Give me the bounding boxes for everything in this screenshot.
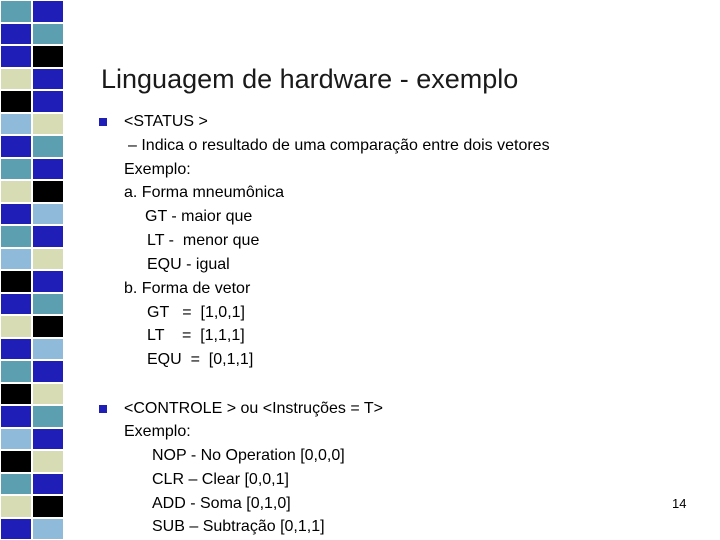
page-number: 14 [672, 496, 687, 511]
stripe-block [0, 473, 32, 496]
stripe-block [0, 338, 32, 361]
status-line: – Indica o resultado de uma comparação entre dois vetores [128, 137, 550, 154]
stripe-block [32, 68, 64, 91]
section-heading-controle: <CONTROLE > ou <Instruções = T> [124, 400, 383, 417]
stripe-block [0, 113, 32, 136]
controle-line: CLR – Clear [0,0,1] [152, 471, 289, 488]
stripe-block [0, 360, 32, 383]
stripe-block [32, 383, 64, 406]
status-line: GT = [1,0,1] [147, 304, 245, 321]
controle-line: ADD - Soma [0,1,0] [152, 495, 291, 512]
stripe-block [0, 45, 32, 68]
controle-line: SUB – Subtração [0,1,1] [152, 518, 325, 535]
stripe-block [32, 428, 64, 451]
stripe-block [32, 360, 64, 383]
status-line: LT - menor que [147, 232, 260, 249]
decorative-stripe [0, 0, 64, 540]
status-line: b. Forma de vetor [124, 280, 251, 297]
stripe-block [32, 270, 64, 293]
stripe-block [32, 158, 64, 181]
stripe-block [0, 0, 32, 23]
stripe-block [0, 428, 32, 451]
stripe-block [0, 405, 32, 428]
stripe-block [32, 23, 64, 46]
stripe-block [32, 405, 64, 428]
stripe-block [0, 158, 32, 181]
stripe-block [0, 225, 32, 248]
stripe-block [32, 180, 64, 203]
stripe-block [0, 23, 32, 46]
status-line: GT - maior que [145, 208, 253, 225]
stripe-block [32, 135, 64, 158]
controle-line: Exemplo: [124, 423, 191, 440]
stripe-block [0, 68, 32, 91]
bullet-square-icon [99, 118, 107, 126]
bullet-square-icon [99, 405, 107, 413]
stripe-block [0, 203, 32, 226]
stripe-block [0, 450, 32, 473]
stripe-block [0, 248, 32, 271]
stripe-block [32, 225, 64, 248]
stripe-block [32, 338, 64, 361]
stripe-block [0, 293, 32, 316]
slide-title: Linguagem de hardware - exemplo [101, 64, 519, 94]
status-line: LT = [1,1,1] [147, 327, 245, 344]
stripe-block [32, 90, 64, 113]
stripe-block [0, 495, 32, 518]
stripe-block [32, 315, 64, 338]
status-line: EQU - igual [147, 256, 230, 273]
stripe-block [32, 495, 64, 518]
status-line: a. Forma mneumônica [124, 184, 285, 201]
status-line: Exemplo: [124, 161, 191, 178]
stripe-block [0, 383, 32, 406]
stripe-block [0, 90, 32, 113]
stripe-block [32, 248, 64, 271]
stripe-block [32, 203, 64, 226]
status-line: EQU = [0,1,1] [147, 351, 254, 368]
stripe-block [0, 270, 32, 293]
stripe-block [32, 0, 64, 23]
stripe-block [0, 518, 32, 540]
section-heading-status: <STATUS > [124, 113, 208, 130]
stripe-block [0, 180, 32, 203]
stripe-block [0, 135, 32, 158]
stripe-block [32, 293, 64, 316]
stripe-block [32, 450, 64, 473]
stripe-block [32, 518, 64, 540]
stripe-block [0, 315, 32, 338]
stripe-block [32, 473, 64, 496]
stripe-block [32, 113, 64, 136]
stripe-block [32, 45, 64, 68]
controle-line: NOP - No Operation [0,0,0] [152, 447, 345, 464]
